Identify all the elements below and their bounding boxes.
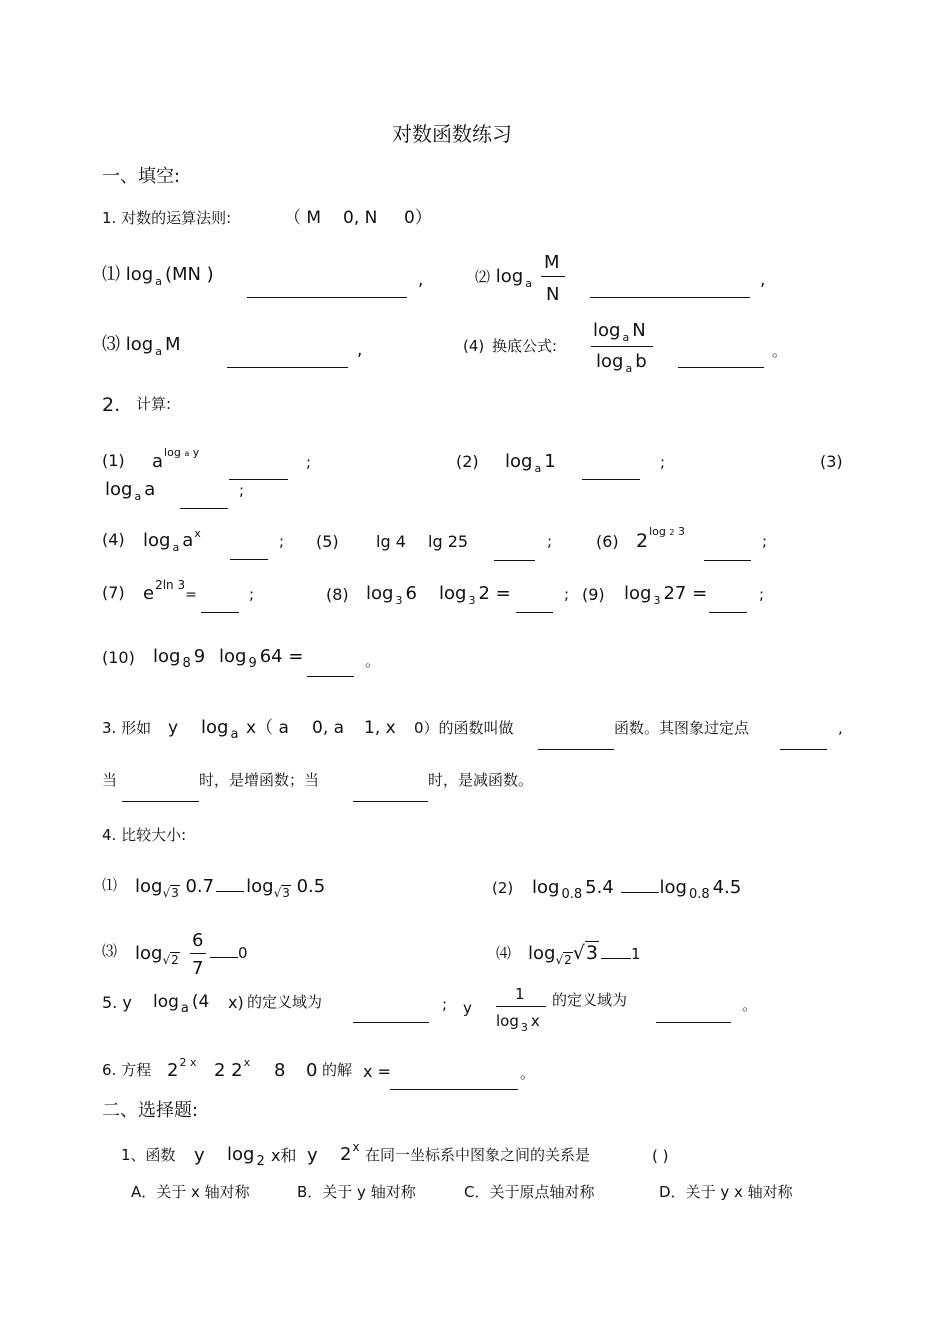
expression: $\log_{√2}$ bbox=[135, 943, 179, 967]
section-heading: 一、填空: bbox=[102, 166, 181, 187]
item-number: (2) bbox=[492, 879, 514, 897]
expression: $2^{2 x}$ bbox=[167, 1056, 197, 1081]
expression-part: 0 bbox=[306, 1060, 318, 1081]
question-3-text: 当 bbox=[102, 771, 118, 789]
expression: log $_a$ 1 bbox=[505, 451, 556, 475]
item-number: (7) bbox=[102, 583, 125, 602]
fraction-bar bbox=[591, 346, 653, 347]
answer-blank bbox=[227, 355, 348, 371]
question-5-start: 5. y bbox=[102, 993, 132, 1012]
expression: log $_9$ 64 = bbox=[219, 646, 304, 671]
semicolon: ; bbox=[564, 585, 570, 603]
question-4-label: 4. 比较大小: bbox=[102, 826, 187, 844]
semicolon: ; bbox=[762, 532, 768, 550]
expression-part: 0, a bbox=[312, 718, 345, 738]
expression-part: x（ a bbox=[246, 718, 289, 738]
period: 。 bbox=[742, 996, 758, 1014]
answer-blank bbox=[353, 789, 428, 805]
question-6-text: 的解 bbox=[322, 1061, 353, 1079]
semicolon: ; bbox=[306, 453, 312, 471]
expression-part: x和 bbox=[271, 1146, 297, 1165]
expression bbox=[102, 334, 181, 358]
expression: log $_3$ 27 = bbox=[624, 583, 708, 607]
period: 。 bbox=[365, 652, 381, 670]
item-number: (9) bbox=[582, 585, 605, 604]
item-number: ⑶ bbox=[102, 334, 120, 355]
var-y: y bbox=[194, 1145, 205, 1166]
expression: log $_a$ a bbox=[105, 479, 156, 503]
expression: log $_3$ 6 bbox=[366, 583, 417, 607]
answer-blank bbox=[656, 1010, 731, 1026]
expression: log $_a$ (4 bbox=[153, 992, 210, 1016]
fraction-bar bbox=[541, 276, 565, 277]
expression: $2^{log 2 3}$ bbox=[636, 525, 685, 552]
expression: $a^{log a y}$ bbox=[152, 446, 200, 472]
comma: , bbox=[357, 340, 363, 360]
answer-blank bbox=[122, 789, 199, 805]
semicolon: ; bbox=[660, 453, 666, 471]
fraction-denominator: N bbox=[546, 284, 560, 305]
mc-question-text: 在同一坐标系中图象之间的关系是 bbox=[365, 1146, 591, 1164]
item-number: ⑶ bbox=[102, 942, 118, 960]
answer-blank bbox=[494, 548, 535, 564]
item-number: (3) bbox=[820, 452, 843, 471]
fraction-denominator: log $_a$ b bbox=[596, 351, 647, 375]
question-5-text: 的定义域为 bbox=[552, 991, 628, 1009]
fraction-bar bbox=[190, 953, 206, 954]
question-6-start: 6. 方程 bbox=[102, 1061, 152, 1079]
answer-blank bbox=[704, 548, 751, 564]
question-5-text: 的定义域为 bbox=[247, 993, 323, 1011]
log-base: a bbox=[155, 275, 162, 288]
expression-part: 1, x bbox=[364, 718, 396, 738]
item-number: ⑴ bbox=[102, 264, 120, 285]
answer-blank bbox=[516, 600, 553, 616]
item-number: (6) bbox=[596, 532, 619, 551]
expression bbox=[475, 266, 535, 290]
option-a[interactable]: A．关于 x 轴对称 bbox=[131, 1183, 250, 1201]
item-number: ⑴ bbox=[102, 876, 118, 894]
fraction-bar bbox=[496, 1006, 546, 1007]
question-2-number: 2. bbox=[102, 394, 121, 416]
item-number: ⑵ bbox=[475, 268, 491, 286]
fraction-numerator: 6 bbox=[192, 930, 204, 951]
condition-m: （ M bbox=[284, 208, 322, 228]
fraction-numerator: M bbox=[544, 252, 560, 273]
expression: log $_a$ bbox=[201, 717, 239, 742]
condition-n: 0, N bbox=[343, 208, 378, 228]
comma: , bbox=[418, 270, 424, 290]
log-word: log bbox=[495, 266, 524, 287]
answer-paren[interactable]: ( ) bbox=[652, 1147, 669, 1165]
section-heading: 二、选择题: bbox=[102, 1100, 199, 1121]
log-base: a bbox=[525, 277, 532, 290]
expression: log $_8$ 9 bbox=[153, 646, 206, 671]
semicolon: ; bbox=[279, 532, 285, 550]
item-number: ⑷ bbox=[496, 944, 512, 962]
expression: $\log_{√2}√3$ 1 bbox=[528, 942, 641, 967]
expression-part: x = bbox=[363, 1062, 391, 1081]
change-of-base-label: 换底公式: bbox=[492, 337, 558, 355]
item-number: (1) bbox=[102, 451, 125, 470]
answer-blank bbox=[201, 600, 239, 616]
fraction-numerator: 1 bbox=[515, 985, 525, 1003]
option-c[interactable]: C．关于原点轴对称 bbox=[464, 1183, 595, 1201]
fraction-denominator: 7 bbox=[192, 958, 204, 979]
answer-blank bbox=[590, 285, 750, 301]
log-word: log bbox=[125, 334, 154, 355]
item-number: (5) bbox=[316, 532, 339, 551]
answer-blank bbox=[229, 467, 288, 483]
item-number: (4) bbox=[463, 337, 485, 355]
item-number: (4) bbox=[102, 530, 125, 549]
expression-part: x) bbox=[228, 993, 244, 1012]
question-3-text: 时，是减函数。 bbox=[428, 771, 534, 789]
question-2-label: 计算: bbox=[136, 395, 172, 413]
fraction-numerator: log $_a$ N bbox=[593, 320, 646, 344]
expression bbox=[102, 264, 214, 288]
semicolon: ; bbox=[239, 481, 245, 499]
expression: $e^{2ln 3}=$ bbox=[143, 578, 197, 604]
expression-part: lg 4 bbox=[376, 532, 406, 551]
expression: 0 bbox=[210, 946, 248, 961]
var-y: y bbox=[168, 718, 179, 738]
period: 。 bbox=[520, 1064, 536, 1082]
answer-blank bbox=[390, 1077, 518, 1093]
expression-part: 0）的函数叫做 bbox=[414, 719, 514, 737]
log-word: log bbox=[125, 264, 154, 285]
item-number: (2) bbox=[456, 452, 479, 471]
expression: log $_a$ $a^x$ bbox=[143, 527, 201, 554]
semicolon: ; bbox=[249, 585, 255, 603]
answer-blank bbox=[709, 600, 747, 616]
expression-part: lg 25 bbox=[428, 532, 469, 551]
condition-end: 0） bbox=[404, 208, 432, 228]
log-argument: (MN ) bbox=[164, 264, 214, 285]
answer-blank bbox=[582, 467, 640, 483]
expression: 2 2$^x$ bbox=[214, 1056, 251, 1081]
log-argument: M bbox=[164, 334, 181, 355]
question-3-text: 时，是增函数；当 bbox=[199, 771, 320, 789]
answer-blank bbox=[230, 547, 268, 563]
option-b[interactable]: B．关于 y 轴对称 bbox=[297, 1183, 416, 1201]
expression: $\log_{√3} 0.7$ $\log_{√3} 0.5$ bbox=[135, 876, 326, 900]
answer-blank bbox=[180, 496, 228, 512]
answer-blank bbox=[353, 1010, 429, 1026]
item-number: (8) bbox=[326, 585, 349, 604]
answer-blank bbox=[538, 737, 614, 753]
semicolon: ; bbox=[442, 995, 448, 1013]
answer-blank bbox=[678, 355, 764, 371]
expression: log $_2$ bbox=[227, 1144, 265, 1169]
question-1-label: 1. 对数的运算法则: bbox=[102, 209, 232, 227]
comma: , bbox=[838, 719, 843, 737]
page-title: 对数函数练习 bbox=[392, 122, 512, 146]
semicolon: ; bbox=[759, 585, 765, 603]
item-number: (10) bbox=[102, 648, 135, 667]
period: 。 bbox=[772, 342, 788, 360]
expression: log $_3$ 2 = bbox=[439, 583, 511, 607]
question-3-text: 函数。其图象过定点 bbox=[614, 719, 750, 737]
answer-blank bbox=[247, 285, 407, 301]
log-base: a bbox=[155, 345, 162, 358]
expression-part: 8 bbox=[274, 1060, 286, 1081]
var-y: y bbox=[463, 999, 472, 1017]
fraction-denominator: log $_3$ x bbox=[496, 1012, 540, 1034]
mc-question-start: 1、函数 bbox=[121, 1146, 176, 1164]
comma: , bbox=[760, 270, 766, 290]
var-y: y bbox=[307, 1145, 318, 1166]
answer-blank bbox=[307, 664, 354, 680]
question-3-start: 3. 形如 bbox=[102, 719, 152, 737]
expression: log $_{0.8}$ 5.4 log $_{0.8}$ 4.5 bbox=[532, 877, 742, 902]
answer-blank bbox=[780, 737, 827, 753]
option-d[interactable]: D．关于 y x 轴对称 bbox=[659, 1183, 793, 1201]
semicolon: ; bbox=[547, 532, 553, 550]
expression: 2$^x$ bbox=[340, 1140, 360, 1165]
